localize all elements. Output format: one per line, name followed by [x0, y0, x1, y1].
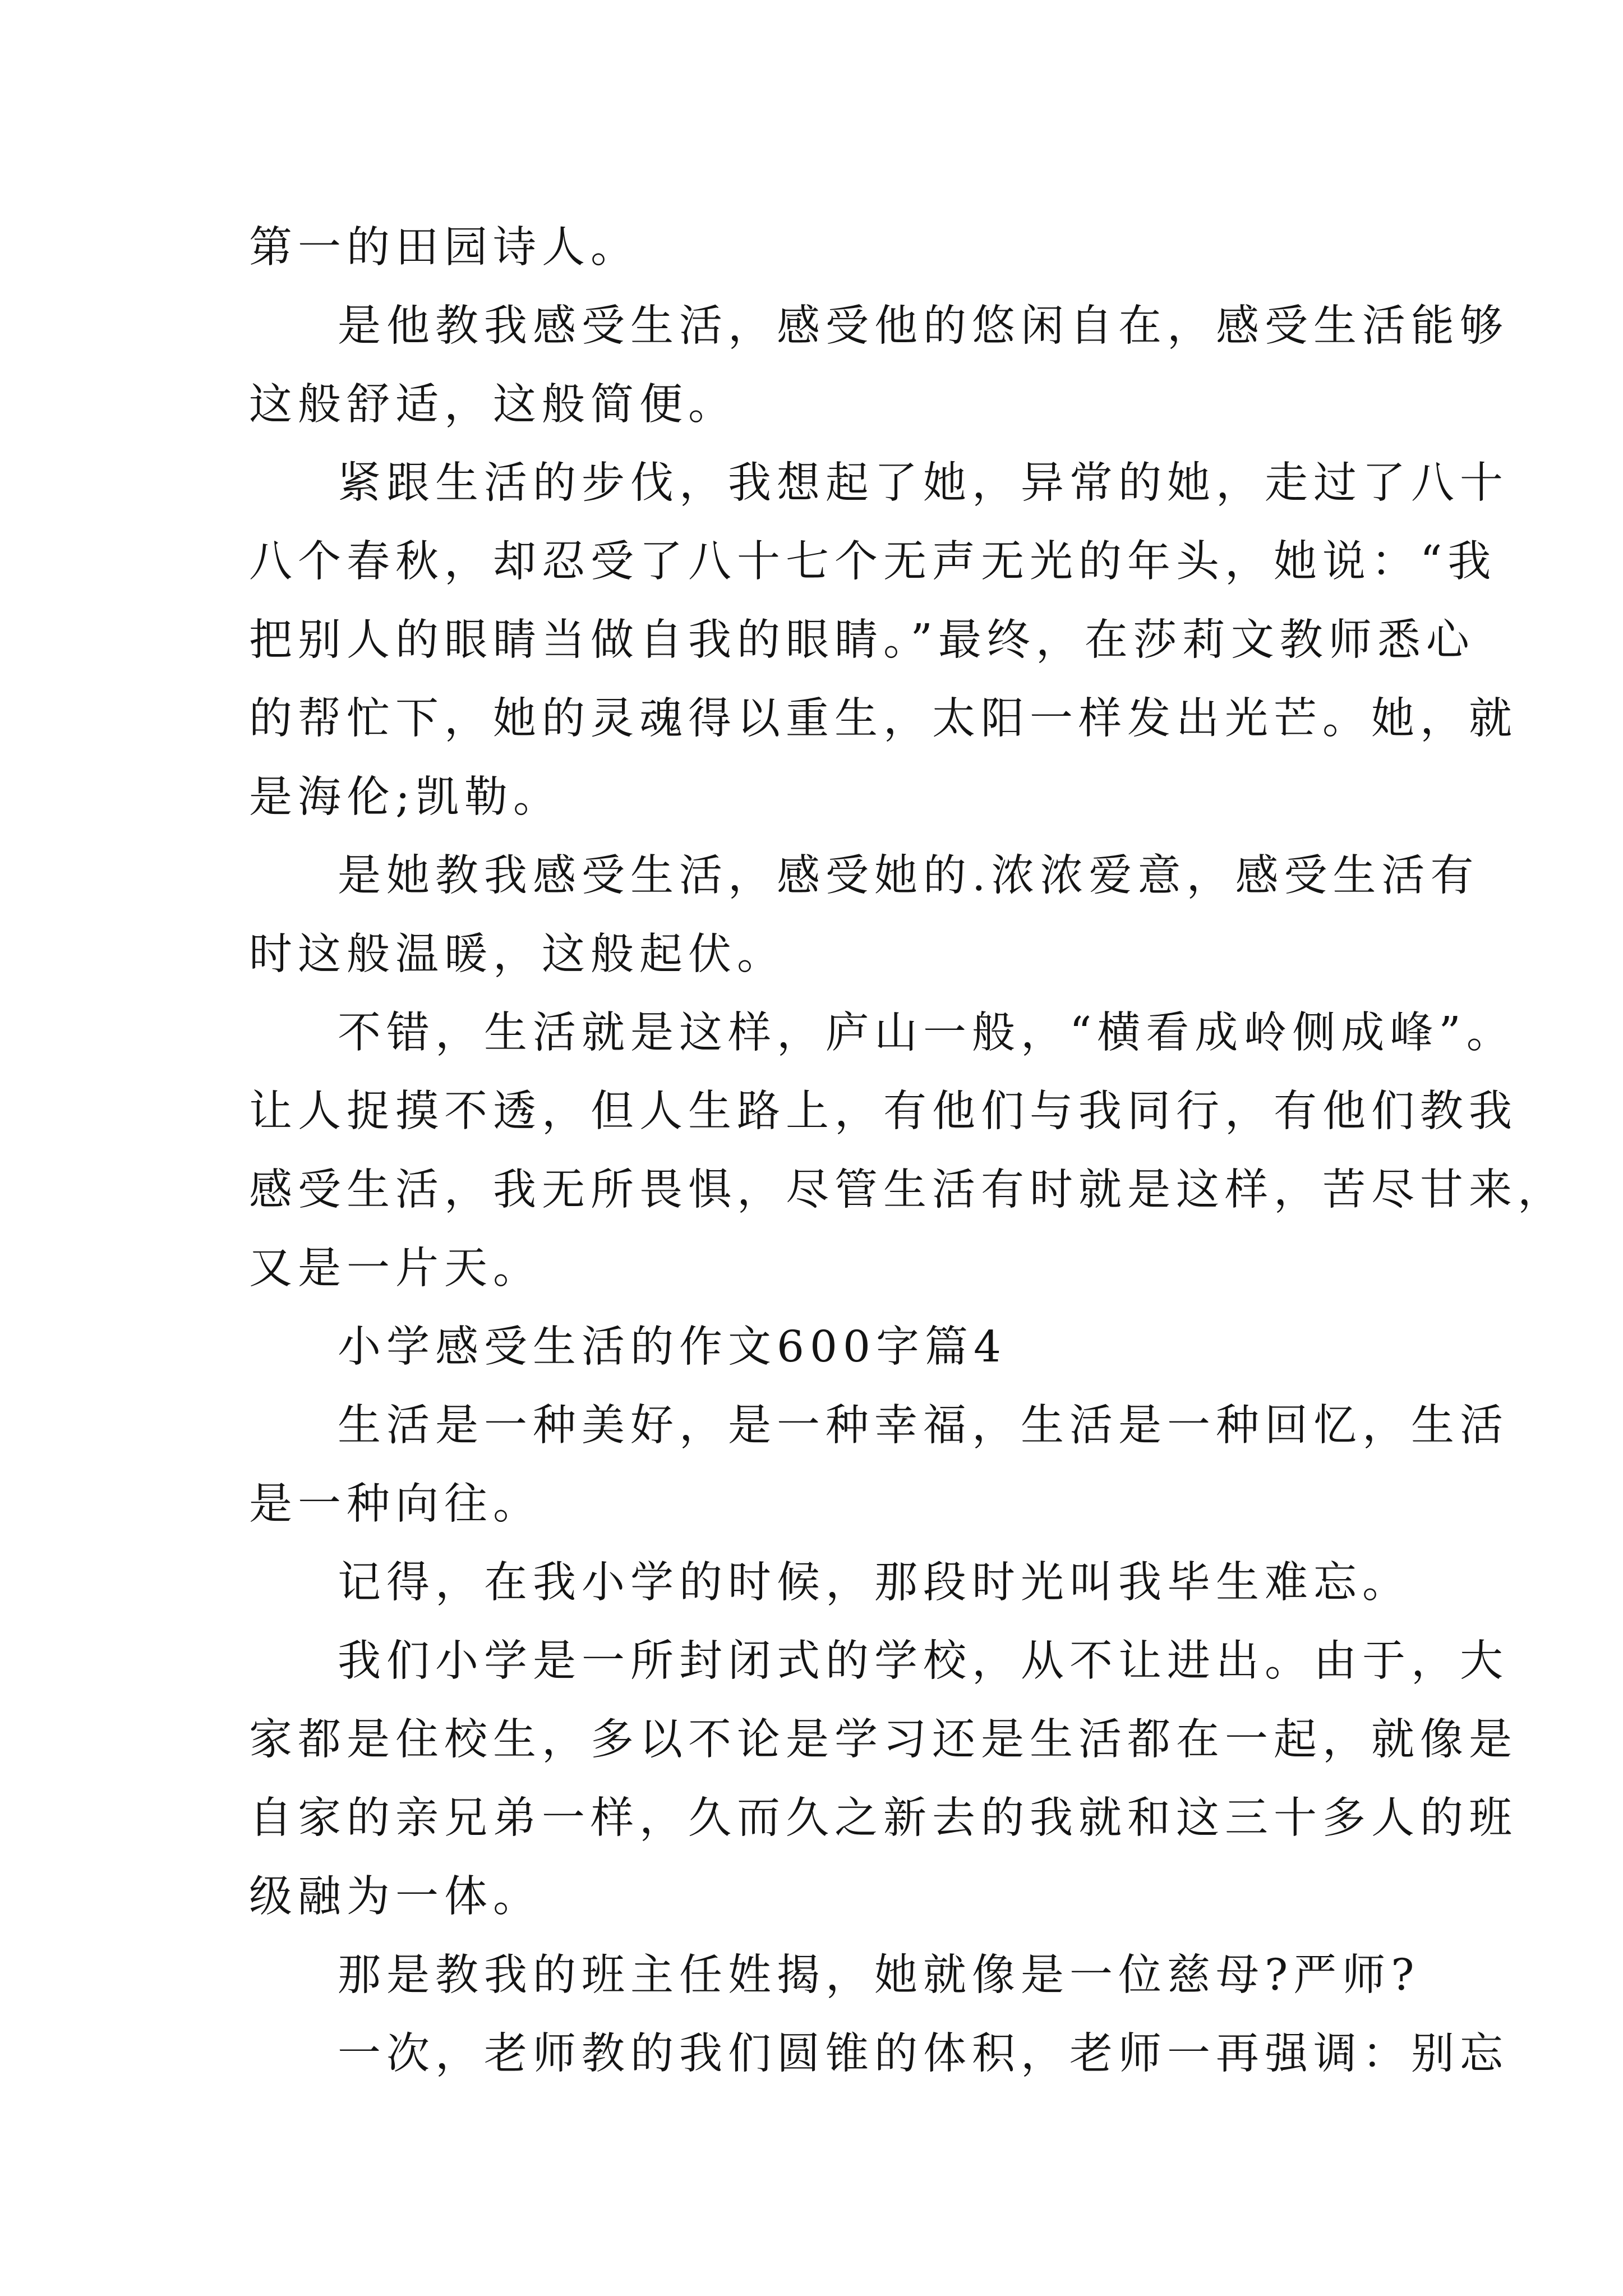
text-line: 是一种向往。: [249, 1479, 542, 1529]
paragraph-start: 记得，在我小学的时候，那段时光叫我毕生难忘。: [338, 1558, 1411, 1608]
section-heading: 小学感受生活的作文600字篇4: [338, 1322, 1007, 1372]
paragraph-start: 生活是一种美好，是一种幸福，生活是一种回忆，生活: [338, 1401, 1509, 1451]
document-body: [249, 209, 1566, 2093]
text-line: 是海伦;凯勒。: [249, 772, 562, 822]
text-line: 自家的亲兄弟一样，久而久之新去的我就和这三十多人的班: [249, 1793, 1518, 1843]
text-line: 家都是住校生，多以不论是学习还是生活都在一起，就像是: [249, 1715, 1518, 1765]
paragraph-start: 紧跟生活的步伐，我想起了她，异常的她，走过了八十: [338, 458, 1509, 508]
paragraph-start: 我们小学是一所封闭式的学校，从不让进出。由于，大: [338, 1636, 1509, 1686]
text-line: 八个春秋，却忍受了八十七个无声无光的年头，她说：“我: [249, 537, 1497, 587]
paragraph-start: 是他教我感受生活，感受他的悠闲自在，感受生活能够: [338, 301, 1509, 351]
paragraph-start: 那是教我的班主任姓揭，她就像是一位慈母?严师?: [338, 1950, 1420, 2000]
text-line: 时这般温暖，这般起伏。: [249, 930, 786, 979]
text-line: 让人捉摸不透，但人生路上，有他们与我同行，有他们教我: [249, 1087, 1518, 1137]
paragraph-start: 是她教我感受生活，感受她的.浓浓爱意，感受生活有: [338, 851, 1479, 901]
text-line: 这般舒适，这般简便。: [249, 380, 737, 430]
text-line: 第一的田园诗人。: [249, 223, 639, 273]
text-line: 级融为一体。: [249, 1872, 542, 1922]
text-line: 把别人的眼睛当做自我的眼睛。”最终，在莎莉文教师悉心: [249, 615, 1475, 665]
text-line: 感受生活，我无所畏惧，尽管生活有时就是这样，苦尽甘来，: [249, 1165, 1566, 1215]
text-line: 的帮忙下，她的灵魂得以重生，太阳一样发出光芒。她，就: [249, 694, 1518, 744]
paragraph-start: 不错，生活就是这样，庐山一般，“横看成岭侧成峰”。: [338, 1008, 1515, 1058]
paragraph-start: 一次，老师教的我们圆锥的体积，老师一再强调：别忘: [338, 2029, 1509, 2079]
text-line: 又是一片天。: [249, 1244, 542, 1294]
